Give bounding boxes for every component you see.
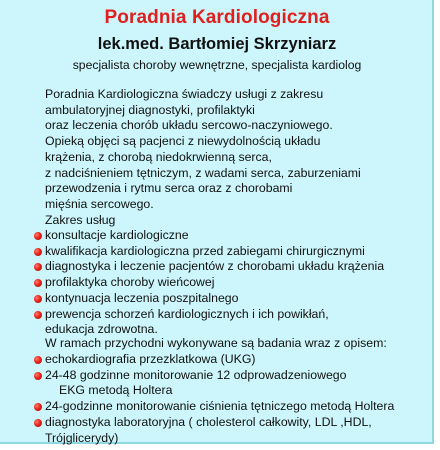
intro-line: mięśnia sercowego. [45, 196, 154, 211]
services-list [45, 228, 384, 338]
service-item: profilaktyka choroby wieńcowej [45, 275, 215, 290]
red-bullet-icon [34, 279, 42, 287]
exam-item-continuation: EKG metodą Holtera [59, 383, 173, 398]
intro-line: ambulatoryjnej diagnostyki, profilaktyki [45, 102, 255, 117]
red-bullet-icon [34, 372, 42, 380]
list-item [45, 291, 384, 307]
exam-item: 24-48 godzinne monitorowanie 12 odprowadzeniowego [45, 367, 347, 382]
list-item [45, 368, 394, 384]
intro-paragraph [45, 87, 361, 213]
list-item [45, 399, 394, 415]
service-item: kontynuacja leczenia poszpitalnego [45, 290, 239, 305]
intro-line: krążenia, z chorobą niedokrwienną serca, [45, 149, 272, 164]
red-bullet-icon [34, 295, 42, 303]
red-bullet-icon [34, 311, 42, 319]
intro-line: Opieką objęci są pacjenci z niewydolnością układu [45, 134, 321, 149]
doctor-specialty: specjalista choroby wewnętrzne, specjalista kardiolog [72, 58, 362, 72]
exam-item: 24-godzinne monitorowanie ciśnienia tętniczego metodą Holtera [45, 399, 395, 414]
service-item: kwalifikacja kardiologiczna przed zabiegami chirurgicznymi [45, 243, 365, 258]
red-bullet-icon [34, 419, 42, 427]
service-item: konsultacje kardiologiczne [45, 228, 189, 242]
red-bullet-icon [34, 356, 42, 364]
service-item-continuation: edukacja zdrowotna. [45, 322, 158, 337]
intro-line: przewodzenia i rytmu serca oraz z chorobami [45, 181, 293, 196]
exams-list [45, 352, 394, 446]
red-bullet-icon [34, 232, 42, 240]
list-item [45, 244, 384, 260]
exam-item: diagnostyka laboratoryjna ( cholesterol całkowity, LDL ,HDL, [45, 414, 372, 429]
intro-line: oraz leczenia chorób układu sercowo-naczyniowego. [45, 118, 333, 133]
service-item: prewencja schorzeń kardiologicznych i ich powikłań, [45, 306, 329, 321]
services-heading: Zakres usług [45, 213, 116, 227]
red-bullet-icon [34, 248, 42, 256]
list-item [45, 259, 384, 275]
red-bullet-icon [34, 263, 42, 271]
exam-item: echokardiografia przezklatkowa (UKG) [45, 352, 256, 366]
list-item [45, 415, 394, 431]
clinic-title: Poradnia Kardiologiczna [104, 7, 330, 28]
intro-line: z nadciśnieniem tętniczym, z wadami serca, zaburzeniami [45, 165, 361, 180]
list-item [45, 307, 384, 323]
red-bullet-icon [34, 403, 42, 411]
list-item [45, 352, 394, 368]
list-item [45, 228, 384, 244]
exams-heading: W ramach przychodni wykonywane są badania wraz z opisem: [45, 336, 387, 350]
list-item [45, 275, 384, 291]
intro-line: Poradnia Kardiologiczna świadczy usługi z zakresu [45, 87, 324, 101]
service-item: diagnostyka i leczenie pacjentów z chorobami układu krążenia [45, 259, 385, 274]
doctor-name: lek.med. Bartłomiej Skrzyniarz [97, 35, 337, 53]
exam-item-continuation: Trójglicerydy) [45, 430, 119, 445]
